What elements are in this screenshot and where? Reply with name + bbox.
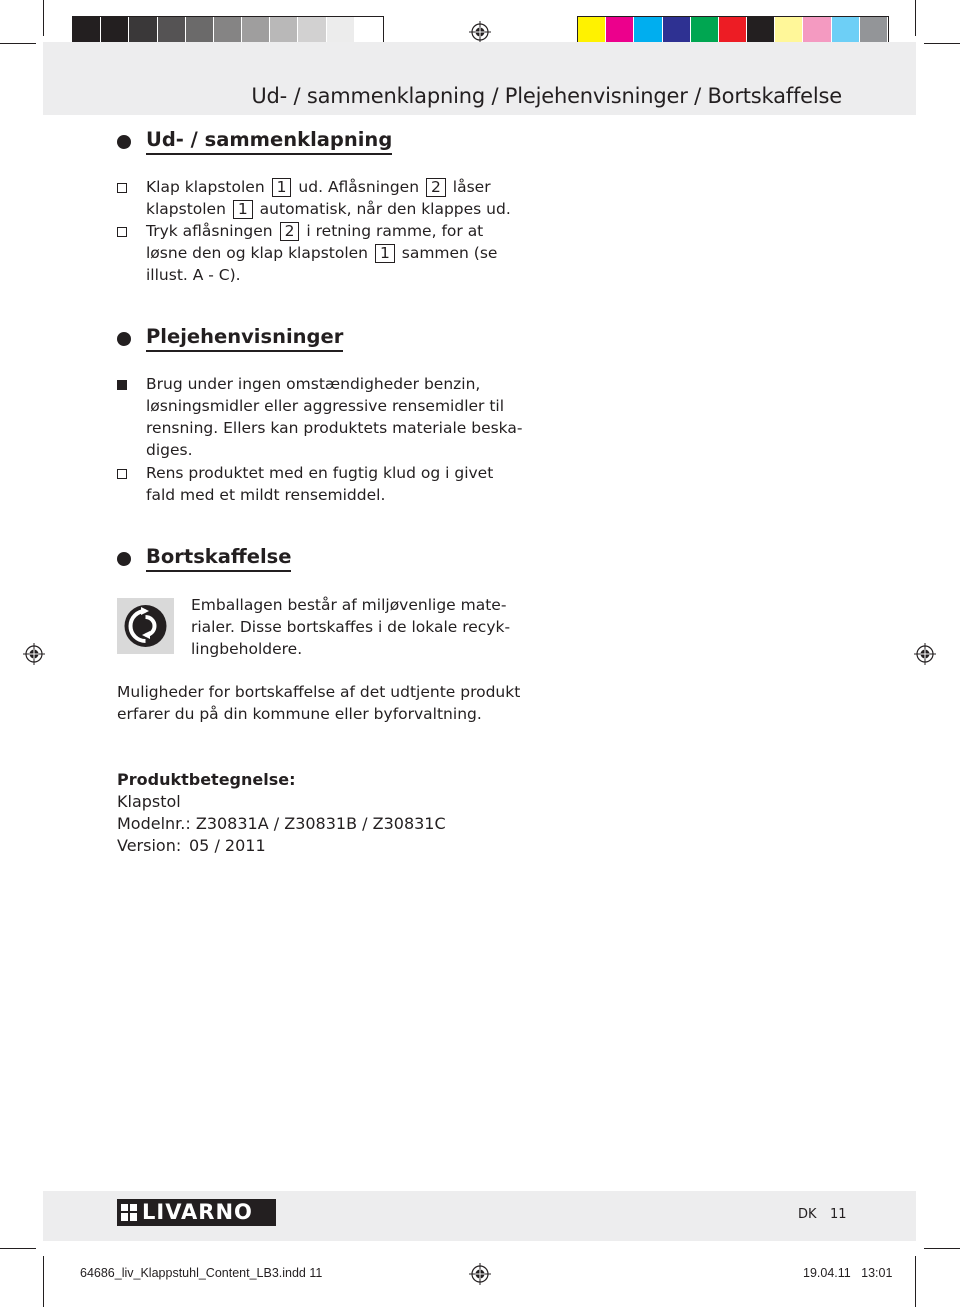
running-header-title: Ud- / sammenklapning / Plejehenvisninger / Bortskaffelse bbox=[251, 84, 842, 108]
text: ud. Aflåsningen bbox=[298, 178, 420, 196]
registration-mark-icon bbox=[469, 21, 491, 43]
part-number-badge: 2 bbox=[426, 178, 446, 197]
checkbox-bullet-icon bbox=[117, 183, 127, 193]
text-line: erfarer du på din kommune eller byforvaltning. bbox=[117, 705, 482, 723]
text: Tryk aflåsningen bbox=[146, 222, 273, 240]
part-number-badge: 1 bbox=[272, 178, 292, 197]
list-item bbox=[146, 373, 522, 461]
crop-mark bbox=[0, 1248, 36, 1249]
part-number-badge: 1 bbox=[375, 244, 395, 263]
version-label: Version: bbox=[117, 836, 182, 855]
text: automatisk, når den klappes ud. bbox=[259, 200, 511, 218]
text: illust. A - C). bbox=[146, 266, 241, 284]
product-name: Klapstol bbox=[117, 792, 181, 811]
version-value: 05 / 2011 bbox=[189, 836, 266, 855]
crop-mark bbox=[924, 1248, 960, 1249]
crop-mark bbox=[43, 1256, 44, 1307]
registration-mark-icon bbox=[469, 1263, 491, 1285]
crop-mark bbox=[0, 43, 36, 44]
registration-mark-icon bbox=[23, 643, 45, 665]
text-line: lingbeholdere. bbox=[191, 640, 303, 658]
text: sammen (se bbox=[401, 244, 498, 262]
slug-date: 19.04.11 13:01 bbox=[803, 1266, 893, 1280]
green-dot-recycle-icon bbox=[117, 598, 174, 654]
section-title-disposal: Bortskaffelse bbox=[146, 545, 291, 572]
section-bullet-icon bbox=[117, 332, 131, 346]
logo-mark-icon bbox=[121, 1204, 137, 1221]
section-bullet-icon bbox=[117, 552, 131, 566]
part-number-badge: 1 bbox=[233, 200, 253, 219]
section-title-care: Plejehenvisninger bbox=[146, 325, 343, 352]
text-line: diges. bbox=[146, 441, 193, 459]
section-bullet-icon bbox=[117, 135, 131, 149]
text-line: Muligheder for bortskaffelse af det udtjente produkt bbox=[117, 683, 521, 701]
model-label: Modelnr.: bbox=[117, 814, 191, 833]
text-line: Rens produktet med en fugtig klud og i givet bbox=[146, 464, 494, 482]
crop-mark bbox=[915, 1256, 916, 1307]
list-item bbox=[146, 220, 497, 286]
text: klapstolen bbox=[146, 200, 226, 218]
checkbox-bullet-icon bbox=[117, 469, 127, 479]
list-item bbox=[146, 176, 511, 220]
text: i retning ramme, for at bbox=[306, 222, 484, 240]
text: låser bbox=[452, 178, 491, 196]
registration-mark-icon bbox=[914, 643, 936, 665]
filled-square-bullet-icon bbox=[117, 380, 127, 390]
crop-mark bbox=[915, 0, 916, 36]
text-line: Emballagen består af miljøvenlige mate- bbox=[191, 596, 507, 614]
product-info bbox=[117, 769, 446, 857]
model-value: Z30831A / Z30831B / Z30831C bbox=[195, 814, 446, 833]
section-title-folding: Ud- / sammenklapning bbox=[146, 128, 392, 155]
part-number-badge: 2 bbox=[280, 222, 300, 241]
footer-lang: DK bbox=[798, 1207, 817, 1222]
text-line: fald med et mildt rensemiddel. bbox=[146, 486, 386, 504]
text: løsne den og klap klapstolen bbox=[146, 244, 368, 262]
text-line: løsningsmidler eller aggressive rensemidler til bbox=[146, 397, 505, 415]
logo-text: LIVARNO bbox=[142, 1200, 253, 1224]
slug-filename: 64686_liv_Klappstuhl_Content_LB3.indd 11 bbox=[80, 1266, 323, 1280]
crop-mark bbox=[924, 43, 960, 44]
text-line: rensning. Ellers kan produktets materiale beska- bbox=[146, 419, 523, 437]
text: Klap klapstolen bbox=[146, 178, 265, 196]
text-line: Brug under ingen omstændigheder benzin, bbox=[146, 375, 481, 393]
checkbox-bullet-icon bbox=[117, 227, 127, 237]
text-line: rialer. Disse bortskaffes i de lokale recyk- bbox=[191, 618, 511, 636]
list-item bbox=[146, 462, 493, 506]
product-heading: Produktbetegnelse: bbox=[117, 770, 296, 789]
disposal-paragraph bbox=[117, 681, 520, 725]
page-number: 11 bbox=[830, 1207, 847, 1222]
recycle-text bbox=[191, 594, 510, 660]
livarno-logo bbox=[117, 1199, 276, 1226]
crop-mark bbox=[43, 0, 44, 36]
